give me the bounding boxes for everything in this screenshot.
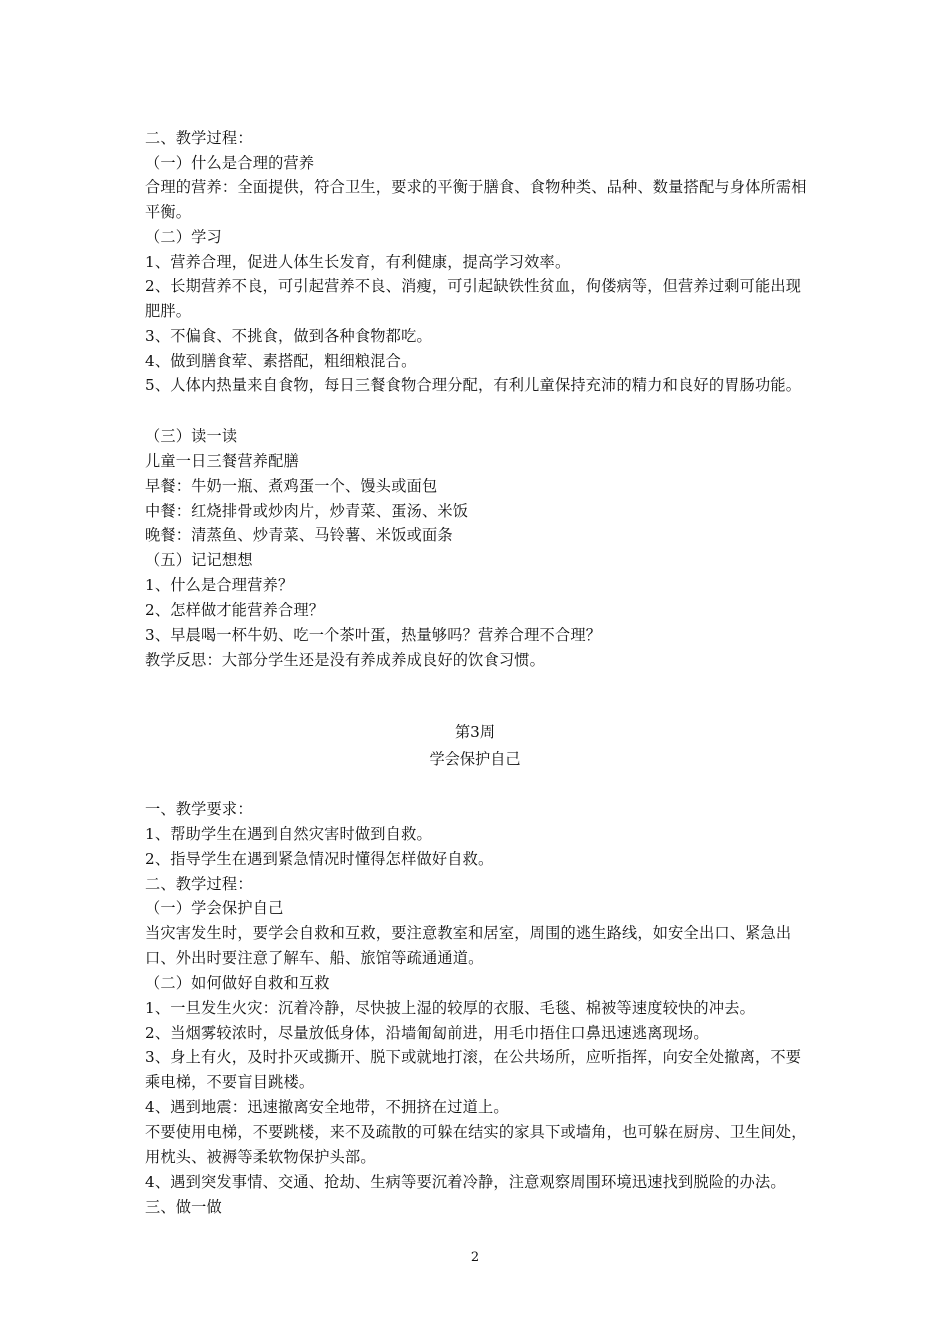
subheading-protect-yourself: （一）学会保护自己: [145, 899, 284, 917]
list-item: 3、身上有火，及时扑灭或撕开、脱下或就地打滚，在公共场所，应听指挥，向安全处撤离，不要乘电梯，不要盲目跳楼。: [145, 1048, 802, 1091]
paragraph-meal-plan-title: 儿童一日三餐营养配膳: [145, 452, 299, 470]
list-item: 4、做到膳食荤、素搭配，粗细粮混合。: [145, 352, 417, 370]
paragraph-disaster: 当灾害发生时，要学会自救和互救，要注意教室和居室，周围的逃生路线，如安全出口、紧急出口、外出时要注意了解车、船、旅馆等疏通通道。: [145, 924, 792, 967]
heading-teaching-process: 二、教学过程：: [145, 129, 253, 147]
meal-dinner: 晚餐：清蒸鱼、炒青菜、马铃薯、米饭或面条: [145, 526, 453, 544]
list-item: 4、遇到地震：迅速撤离安全地带，不拥挤在过道上。: [145, 1098, 509, 1116]
heading-teaching-requirements: 一、教学要求：: [145, 800, 253, 818]
page-number: 2: [470, 1250, 480, 1265]
question-item: 3、早晨喝一杯牛奶、吃一个茶叶蛋，热量够吗？营养合理不合理？: [145, 626, 602, 644]
list-item: 5、人体内热量来自食物，每日三餐食物合理分配，有利儿童保持充沛的精力和良好的胃肠功能。: [145, 376, 802, 394]
question-item: 1、什么是合理营养？: [145, 576, 294, 594]
list-item: 1、营养合理，促进人体生长发育，有利健康，提高学习效率。: [145, 253, 571, 271]
heading-teaching-process: 二、教学过程：: [145, 875, 253, 893]
list-item: 2、长期营养不良，可引起营养不良、消瘦，可引起缺铁性贫血，佝偻病等，但营养过剩可能出现肥胖。: [145, 277, 802, 320]
list-item: 1、帮助学生在遇到自然灾害时做到自救。: [145, 825, 432, 843]
subheading-read: （三）读一读: [145, 427, 238, 445]
subheading-reasonable-nutrition: （一）什么是合理的营养: [145, 154, 315, 172]
week-label: 第3周: [454, 723, 496, 741]
meal-lunch: 中餐：红烧排骨或炒肉片，炒青菜、蛋汤、米饭: [145, 502, 469, 520]
list-item: 2、当烟雾较浓时，尽量放低身体，沿墙匍匐前进，用毛巾捂住口鼻迅速逃离现场。: [145, 1024, 709, 1042]
heading-do-it: 三、做一做: [145, 1198, 222, 1216]
paragraph-earthquake: 不要使用电梯，不要跳楼，来不及疏散的可躲在结实的家具下或墙角，也可躲在厨房、卫生间处，用枕头、被褥等柔软物保护头部。: [145, 1123, 807, 1166]
meal-breakfast: 早餐：牛奶一瓶、煮鸡蛋一个、馒头或面包: [145, 477, 438, 495]
list-item: 2、指导学生在遇到紧急情况时懂得怎样做好自救。: [145, 850, 494, 868]
teaching-reflection: 教学反思：大部分学生还是没有养成养成良好的饮食习惯。: [145, 651, 546, 669]
subheading-study: （二）学习: [145, 228, 222, 246]
paragraph-definition: 合理的营养：全面提供，符合卫生，要求的平衡于膳食、食物种类、品种、数量搭配与身体所需相平衡。: [145, 178, 807, 221]
list-item: 1、一旦发生火灾：沉着冷静，尽快披上湿的较厚的衣服、毛毯、棉被等速度较快的冲去。: [145, 999, 755, 1017]
list-item: 3、不偏食、不挑食，做到各种食物都吃。: [145, 327, 432, 345]
lesson-title: 学会保护自己: [429, 750, 521, 768]
subheading-self-rescue: （二）如何做好自救和互救: [145, 974, 330, 992]
subheading-remember-think: （五）记记想想: [145, 551, 253, 569]
question-item: 2、怎样做才能营养合理？: [145, 601, 325, 619]
list-item: 4、遇到突发事情、交通、抢劫、生病等要沉着冷静，注意观察周围环境迅速找到脱险的办法。: [145, 1173, 786, 1191]
